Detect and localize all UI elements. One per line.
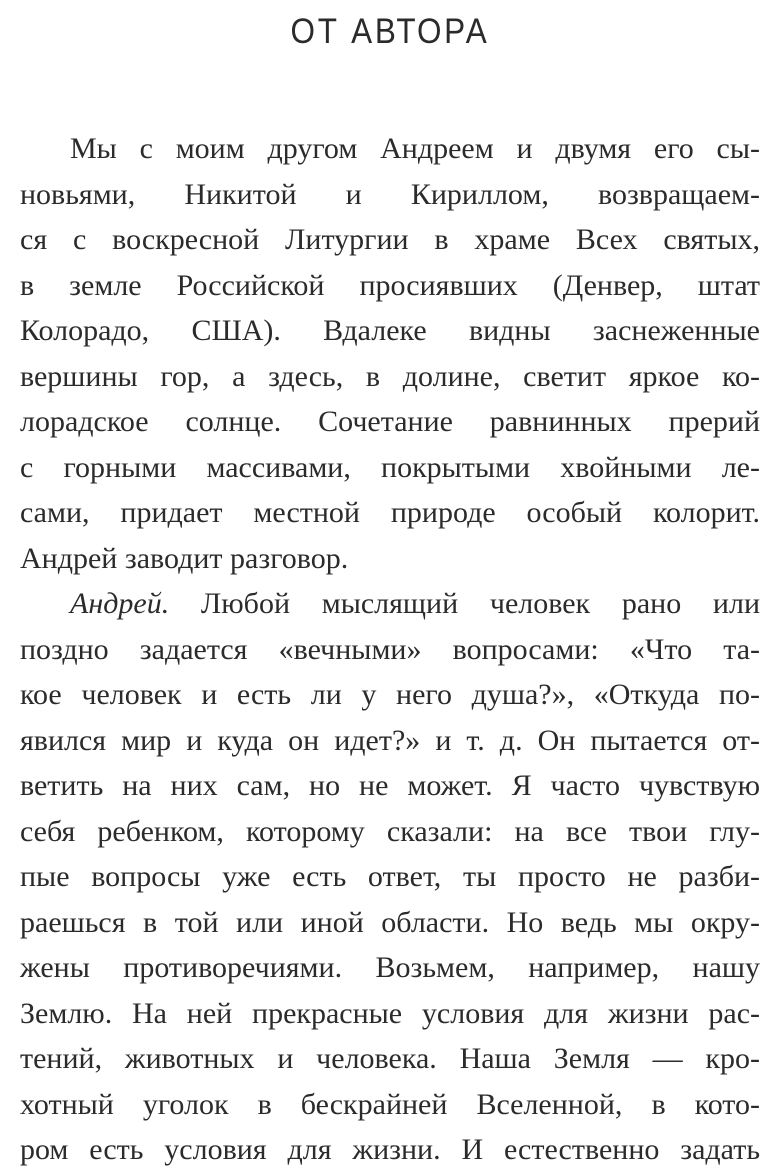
chapter-heading: ОТ АВТОРА xyxy=(290,12,490,51)
text-line: Землю. На ней прекрасные условия для жизни рас- xyxy=(20,996,760,1030)
text-line: пые вопросы уже есть ответ, ты просто не разби- xyxy=(20,860,760,893)
text-line: Мы с моим другом Андреем и двумя его сы- xyxy=(70,132,760,165)
text-line: себя ребенком, которому сказали: на все твои глу- xyxy=(20,814,760,848)
text-line: с горными массивами, покрытыми хвойными ле- xyxy=(20,450,760,484)
text-line: сами, придает местной природе особый колорит. xyxy=(20,496,760,529)
text-line: тений, животных и человека. Наша Земля — кро- xyxy=(20,1042,760,1075)
body-text xyxy=(20,126,760,1173)
text-line: лорадское солнце. Сочетание равнинных прерий xyxy=(20,405,760,438)
text-line: кое человек и есть ли у него душа?», «Откуда по- xyxy=(20,678,760,711)
text-line: в земле Российской просиявших (Денвер, штат xyxy=(20,268,760,302)
text-line: ветить на них сам, но не может. Я часто чувствую xyxy=(20,769,760,802)
text-line: раешься в той или иной области. Но ведь мы окру- xyxy=(20,905,760,939)
text-line: вершины гор, а здесь, в долине, светит яркое ко- xyxy=(20,359,760,393)
text-line: Андрей заводит разговор. xyxy=(20,541,349,575)
text-line xyxy=(20,581,760,627)
text-line: явился мир и куда он идет?» и т. д. Он пытается от- xyxy=(20,723,760,757)
text-line: ся с воскресной Литургии в храме Всех святых, xyxy=(20,223,760,256)
text-line: Колорадо, США). Вдалеке видны заснеженные xyxy=(20,314,760,347)
text-line: жены противоречиями. Возьмем, например, нашу xyxy=(20,951,760,984)
text-line: ром есть условия для жизни. И естественно задать xyxy=(20,1133,760,1166)
text-line: новьями, Никитой и Кириллом, возвращаем- xyxy=(20,177,760,211)
text-fragment: Любой мыслящий человек рано или xyxy=(169,587,760,620)
text-line: поздно задается «вечными» вопросами: «Что та- xyxy=(20,632,760,666)
speaker-name: Андрей. xyxy=(70,587,170,620)
text-line: хотный уголок в бескрайней Вселенной, в кото- xyxy=(20,1087,760,1121)
